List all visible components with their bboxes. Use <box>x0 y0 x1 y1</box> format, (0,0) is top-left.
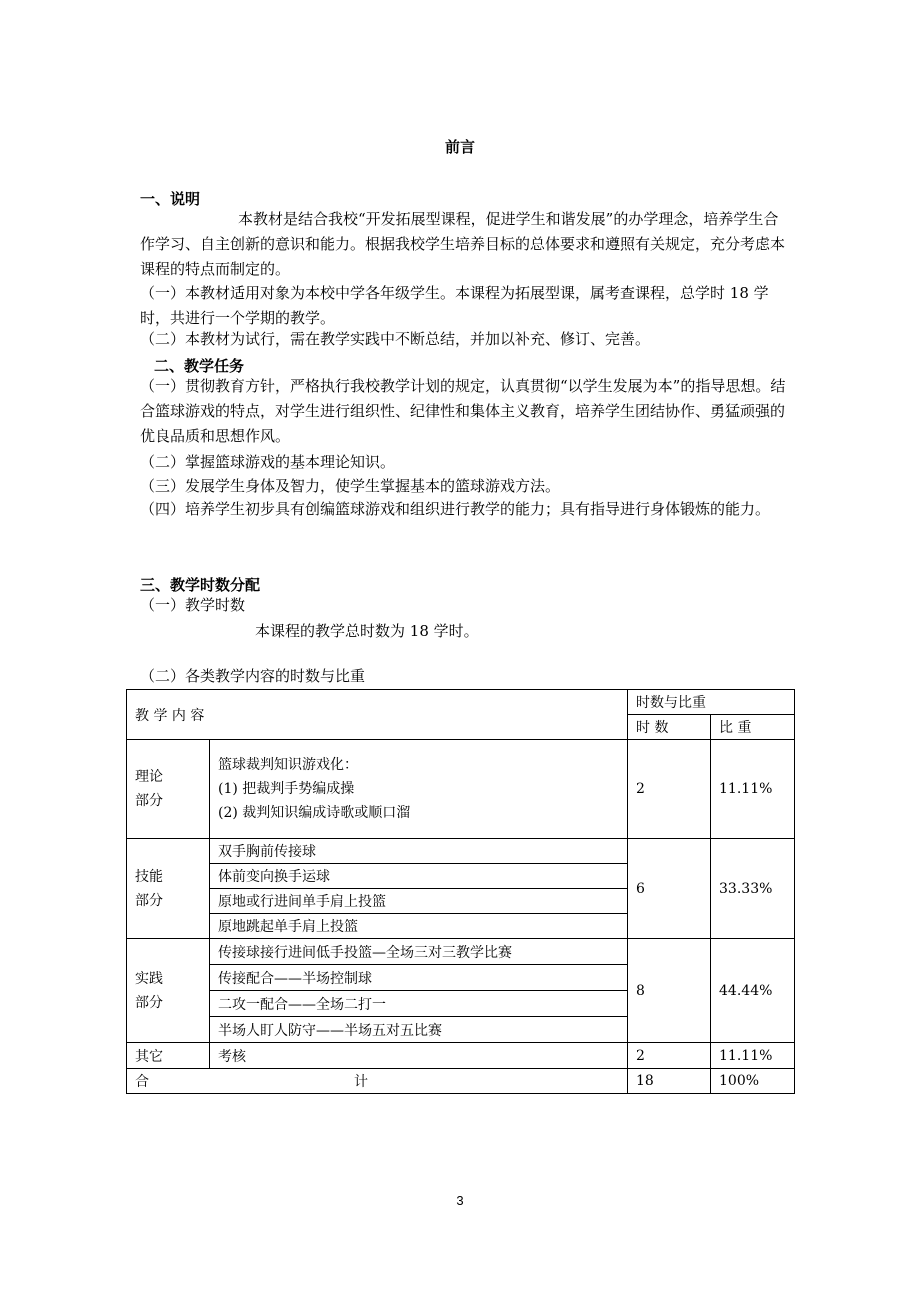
theory-label: 理论 部分 <box>127 740 210 839</box>
practice-item: 半场人盯人防守——半场五对五比赛 <box>210 1017 628 1043</box>
section-1-item-1: （一）本教材适用对象为本校中学各年级学生。本课程为拓展型课，属考查课程，总学时 18 学时，共进行一个学期的教学。 <box>140 284 769 327</box>
total-ratio: 100% <box>711 1069 795 1094</box>
header-hours: 时 数 <box>628 715 711 740</box>
section-2-item-1: （一）贯彻教育方针，严格执行我校教学计划的规定，认真贯彻“以学生发展为本”的指导思想。结合篮球游戏的特点，对学生进行组织性、纪律性和集体主义教育，培养学生团结协作、勇猛顽强的优良品质和思想作风。 <box>140 377 786 445</box>
total-label: 合 计 <box>127 1069 628 1094</box>
header-content: 教 学 内 容 <box>127 690 628 740</box>
header-ratio: 比 重 <box>711 715 795 740</box>
practice-item: 二攻一配合——全场二打一 <box>210 991 628 1017</box>
skill-hours: 6 <box>628 839 711 939</box>
practice-item: 传接配合——半场控制球 <box>210 965 628 991</box>
page-number: 3 <box>456 1193 464 1208</box>
page-title: 前言 <box>444 138 475 156</box>
section-1-item-2: （二）本教材为试行，需在教学实践中不断总结，并加以补充、修订、完善。 <box>140 330 651 348</box>
skill-item: 双手胸前传接球 <box>210 839 628 864</box>
section-3-sub-1-text: 本课程的教学总时数为 18 学时。 <box>255 622 479 640</box>
section-1-heading: 一、说明 <box>140 190 201 208</box>
section-1-intro: 本教材是结合我校“开发拓展型课程，促进学生和谐发展”的办学理念，培养学生合作学习、自主创新的意识和能力。根据我校学生培养目标的总体要求和遵照有关规定，充分考虑本课程的特点而制定的。 <box>140 210 786 278</box>
other-hours: 2 <box>628 1043 711 1069</box>
section-2-item-3: （三）发展学生身体及智力，使学生掌握基本的篮球游戏方法。 <box>140 477 561 495</box>
practice-label: 实践 部分 <box>127 939 210 1043</box>
other-label: 其它 <box>127 1043 210 1069</box>
skill-item: 体前变向换手运球 <box>210 864 628 889</box>
skill-item: 原地跳起单手肩上投篮 <box>210 914 628 939</box>
section-2-heading: 二、教学任务 <box>154 357 245 375</box>
other-content: 考核 <box>210 1043 628 1069</box>
theory-hours: 2 <box>628 740 711 839</box>
section-3-sub-1: （一）教学时数 <box>140 596 246 614</box>
section-2-item-2: （二）掌握篮球游戏的基本理论知识。 <box>140 453 396 471</box>
practice-item: 传接球接行进间低手投篮—全场三对三教学比赛 <box>210 939 628 965</box>
section-2-item-4: （四）培养学生初步具有创编篮球游戏和组织进行教学的能力；具有指导进行身体锻炼的能力。 <box>140 500 771 518</box>
skill-label: 技能 部分 <box>127 839 210 939</box>
theory-ratio: 11.11% <box>711 740 795 839</box>
theory-content: 篮球裁判知识游戏化： (1) 把裁判手势编成操 (2) 裁判知识编成诗歌或顺口溜 <box>210 740 628 839</box>
skill-item: 原地或行进间单手肩上投篮 <box>210 889 628 914</box>
total-hours: 18 <box>628 1069 711 1094</box>
header-hours-ratio: 时数与比重 <box>628 690 795 715</box>
practice-ratio: 44.44% <box>711 939 795 1043</box>
practice-hours: 8 <box>628 939 711 1043</box>
other-ratio: 11.11% <box>711 1043 795 1069</box>
hours-table <box>126 689 795 1094</box>
section-3-heading: 三、教学时数分配 <box>140 576 261 594</box>
section-3-sub-2: （二）各类教学内容的时数与比重 <box>140 667 366 685</box>
skill-ratio: 33.33% <box>711 839 795 939</box>
